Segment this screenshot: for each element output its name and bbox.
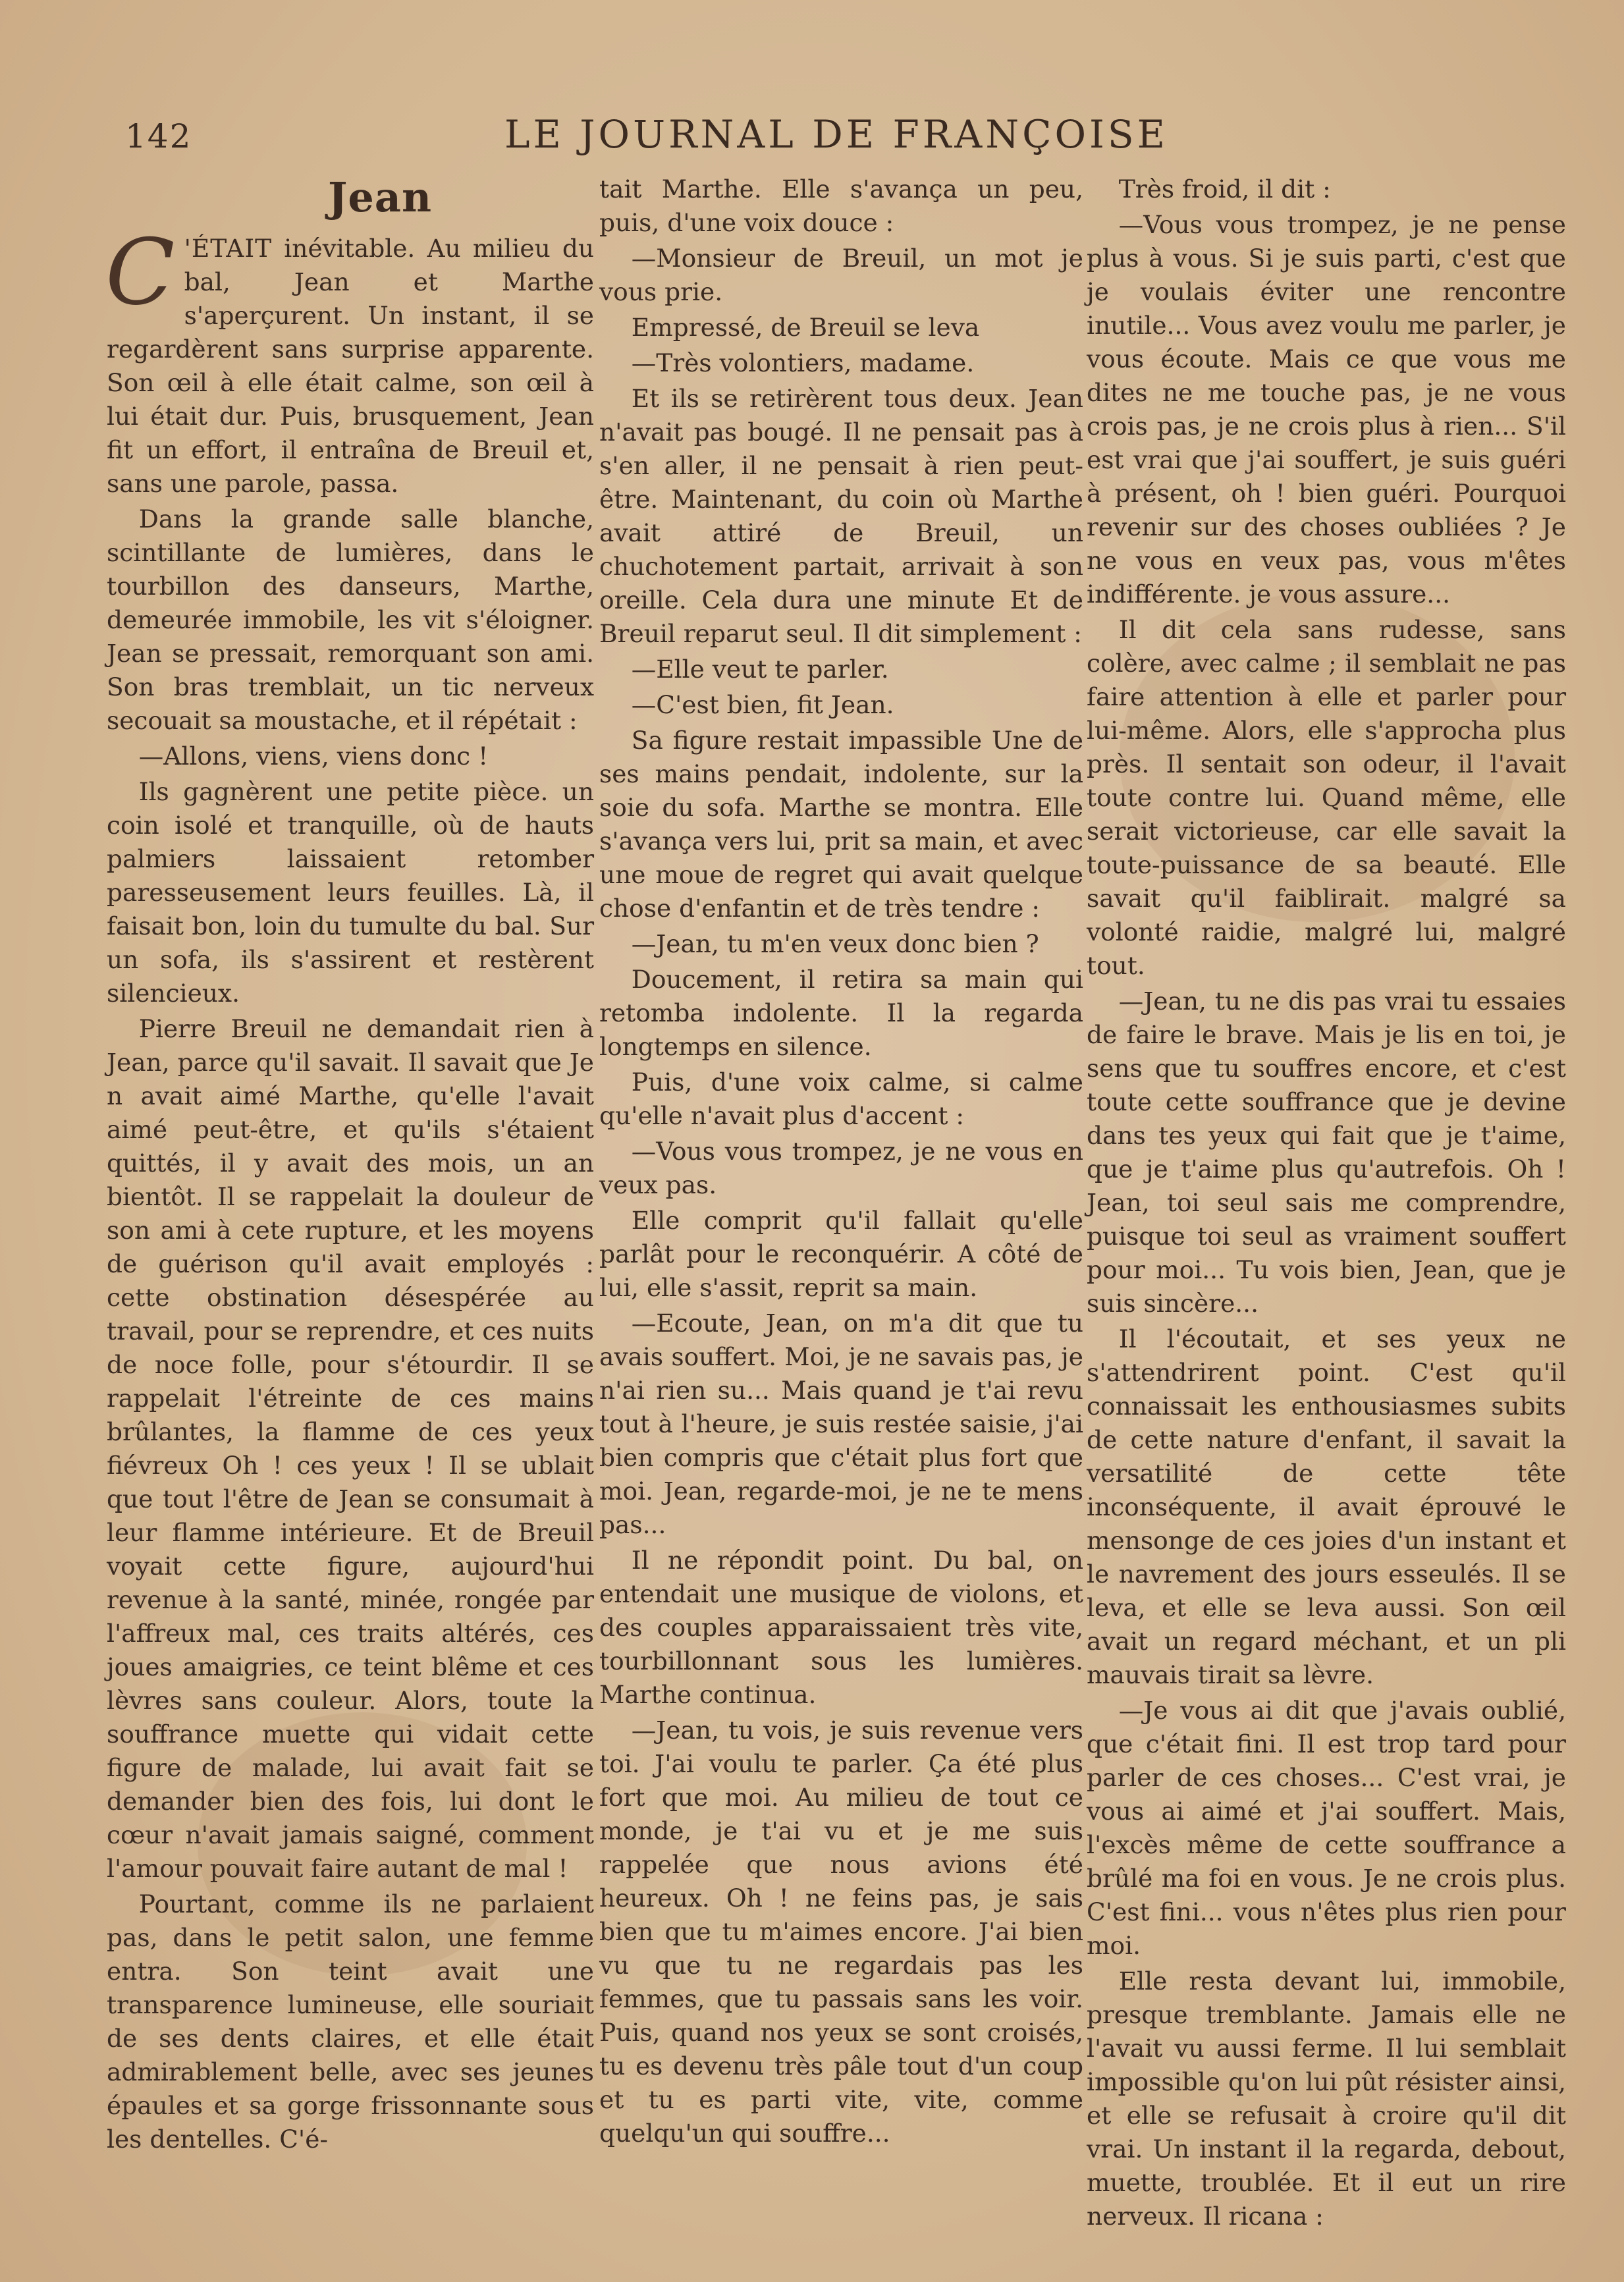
paragraph: —Elle veut te parler. <box>631 655 889 684</box>
paragraph: Elle resta devant lui, immobile, presque tremblante. Jamais elle ne l'avait vu aussi ferme. Il lui semblait impossible qu'on lui pût résister ainsi, et elle se refusait à croire qu'il dit vrai. Un instant il la regarda, debout, muette, troublée. Et il eut un rire nerveux. Il ricana : <box>1087 1967 1566 2231</box>
paragraph: —Ecoute, Jean, on m'a dit que tu avais souffert. Moi, je ne savais pas, je n'ai rien su... Mais quand je t'ai revu tout à l'heure, je suis restée saisie, j'ai bien compris que c'était plus fort que moi. Jean, regarde-moi, je ne te mens pas... <box>599 1309 1083 1539</box>
paragraph: Pourtant, comme ils ne parlaient pas, dans le petit salon, une femme entra. Son teint avait une transparence lumineuse, elle souriait de ses dents claires, et elle était admirablement belle, avec ses jeunes épaules et sa gorge frissonnante sous les dentelles. C'é- <box>107 1889 594 2154</box>
page-header <box>125 112 1548 165</box>
paragraph: —Jean, tu m'en veux donc bien ? <box>631 929 1039 958</box>
paragraph: —Vous vous trompez, je ne pense plus à vous. Si je suis parti, c'est que je voulais éviter une rencontre inutile... Vous avez voulu me parler, je vous écoute. Mais ce que vous me dites ne me touche pas, je ne vous crois pas, je ne crois plus à rien... S'il est vrai que j'ai souffert, je suis guéri à présent, oh ! bien guéri. Pourquoi revenir sur des choses oubliées ? Je ne vous en veux pas, vous m'êtes indifférente. je vous assure... <box>1087 210 1566 609</box>
paragraph: Elle comprit qu'il fallait qu'elle parlât pour le reconquérir. A côté de lui, elle s'assit, reprit sa main. <box>599 1206 1083 1302</box>
paragraph: C 'ÉTAIT inévitable. Au milieu du bal, Jean et Marthe s'aperçurent. Un instant, il se regardèrent sans surprise apparente. Son œil à elle était calme, son œil à lui était dur. Puis, brusquement, Jean fit un effort, il entraîna de Breuil et, sans une parole, passa. <box>105 219 595 498</box>
paragraph: Et ils se retirèrent tous deux. Jean n'avait pas bougé. Il ne pensait pas à s'en aller, il ne pensait à rien peut-être. Maintenant, du coin où Marthe avait attiré de Breuil, un chuchotement partait, arrivait à son oreille. Cela dura une minute Et de Breuil reparut seul. Il dit simplement : <box>599 384 1083 648</box>
paragraph: Ils gagnèrent une petite pièce. un coin isolé et tranquille, où de hauts palmiers laissaient retomber paresseusement leurs feuilles. Là, il faisait bon, loin du tumulte du bal. Sur un sofa, ils s'assirent et restèrent silencieux. <box>107 777 594 1008</box>
paragraph: Très froid, il dit : <box>1118 175 1331 204</box>
paragraph: tait Marthe. Elle s'avança un peu, puis, d'une voix douce : <box>599 175 1083 237</box>
page-number: 142 <box>125 117 192 155</box>
paragraph: Il ne répondit point. Du bal, on entendait une musique de violons, et des couples apparaissaient très vite, tourbillonnant sous les lumières. Marthe continua. <box>599 1546 1083 1709</box>
lead-word: 'ÉTAIT <box>184 234 273 263</box>
paragraph: Dans la grande salle blanche, scintillante de lumières, dans le tourbillon des danseurs, Marthe, demeurée immobile, les vit s'éloigner. Jean se pressait, remorquant son ami. Son bras tremblait, un tic nerveux secouait sa moustache, et il répétait : <box>107 504 594 735</box>
journal-title: LE JOURNAL DE FRANÇOISE <box>504 112 1168 157</box>
paragraph: —Très volontiers, madame. <box>631 348 975 377</box>
paragraph: —Je vous ai dit que j'avais oublié, que c'était fini. Il est trop tard pour parler de ces choses... C'est vrai, je vous ai aimé et j'ai souffert. Mais, l'excès même de cette souffrance a brûlé ma foi en vous. Je ne crois plus. C'est fini... vous n'êtes plus rien pour moi. <box>1087 1696 1566 1960</box>
paragraph: —Allons, viens, viens donc ! <box>138 742 489 771</box>
paragraph: Doucement, il retira sa main qui retomba indolente. Il la regarda longtemps en silence. <box>599 965 1083 1061</box>
paragraph: Sa figure restait impassible Une de ses mains pendait, indolente, sur la soie du sofa. Marthe se montra. Elle s'avança vers lui, prit sa main, et avec une moue de regret qui avait quelque chose d'enfantin et de très tendre : <box>599 726 1083 923</box>
paragraph: Empressé, de Breuil se leva <box>631 313 980 342</box>
column-3 <box>1087 173 1566 2231</box>
paragraph: —Vous vous trompez, je ne vous en veux pas. <box>599 1137 1083 1199</box>
paragraph: Il dit cela sans rudesse, sans colère, avec calme ; il semblait ne pas faire attention à elle et parler pour lui-même. Alors, elle s'approcha plus près. Il sentait son odeur, il l'avait toute contre lui. Quand même, elle serait victorieuse, car elle savait la toute-puissance de sa beauté. Elle savait qu'il faiblirait. malgré sa volonté raidie, malgré lui, malgré tout. <box>1087 615 1566 980</box>
column-1 <box>107 173 594 2155</box>
paragraph: —Monsieur de Breuil, un mot je vous prie. <box>599 244 1083 306</box>
paragraph: —Jean, tu ne dis pas vrai tu essaies de faire le brave. Mais je lis en toi, je sens que tu souffres encore, et c'est toute cette souffrance que je devine dans tes yeux qui fait que je t'aime, que je t'aime plus qu'autrefois. Oh ! Jean, toi seul sais me comprendre, puisque toi seul as vraiment souffert pour moi... Tu vois bien, Jean, que je suis sincère... <box>1087 987 1566 1318</box>
drop-cap: C <box>105 219 175 325</box>
column-2 <box>599 173 1083 2155</box>
paragraph: —C'est bien, fit Jean. <box>631 690 894 719</box>
article-title: Jean <box>327 173 433 221</box>
paragraph: Pierre Breuil ne demandait rien à Jean, parce qu'il savait. Il savait que Je n avait aimé Marthe, qu'elle l'avait aimé peut-être, et qu'ils s'étaient quittés, il y avait des mois, un an bientôt. Il se rappelait la douleur de son ami à cete rupture, et les moyens de guérison qu'il avait employés : cette obstination désespérée au travail, pour se reprendre, et ces nuits de noce folle, pour s'étourdir. Il se rappelait l'étreinte de ces mains brûlantes, la flamme de ces yeux fiévreux Oh ! ces yeux ! Il se ublait que tout l'être de Jean se consumait à leur flamme intérieure. Et de Breuil voyait cette figure, aujourd'hui revenue à la santé, minée, rongée par l'affreux mal, ces traits altérés, ces joues amaigries, ce teint blême et ces lèvres sans couleur. Alors, toute la souffrance muette qui vidait cette figure de malade, lui avait fait se demander bien des fois, lui dont le cœur n'avait jamais saigné, comment l'amour pouvait faire autant de mal ! <box>107 1014 594 1883</box>
paragraph: Il l'écoutait, et ses yeux ne s'attendrirent point. C'est qu'il connaissait les enthousiasmes subits de cette nature d'enfant, il savait la versatilité de cette tête inconséquente, il avait éprouvé le mensonge de ces joies d'un instant et le navrement des jours esseulés. Il se leva, et elle se leva aussi. Son œil avait un regard méchant, et un pli mauvais tirait sa lèvre. <box>1087 1324 1566 1689</box>
paragraph: —Jean, tu vois, je suis revenue vers toi. J'ai voulu te parler. Ça été plus fort que moi. Au milieu de tout ce monde, je t'ai vu et je me suis rappelée que nous avions été heureux. Oh ! ne feins pas, je sais bien que tu m'aimes encore. J'ai bien vu que tu ne regardais pas les femmes, que tu passais sans les voir. Puis, quand nos yeux se sont croisés, tu es devenu très pâle tout d'un coup et tu es parti vite, vite, comme quelqu'un qui souffre... <box>599 1716 1083 2148</box>
paragraph: Puis, d'une voix calme, si calme qu'elle n'avait plus d'accent : <box>599 1068 1083 1130</box>
